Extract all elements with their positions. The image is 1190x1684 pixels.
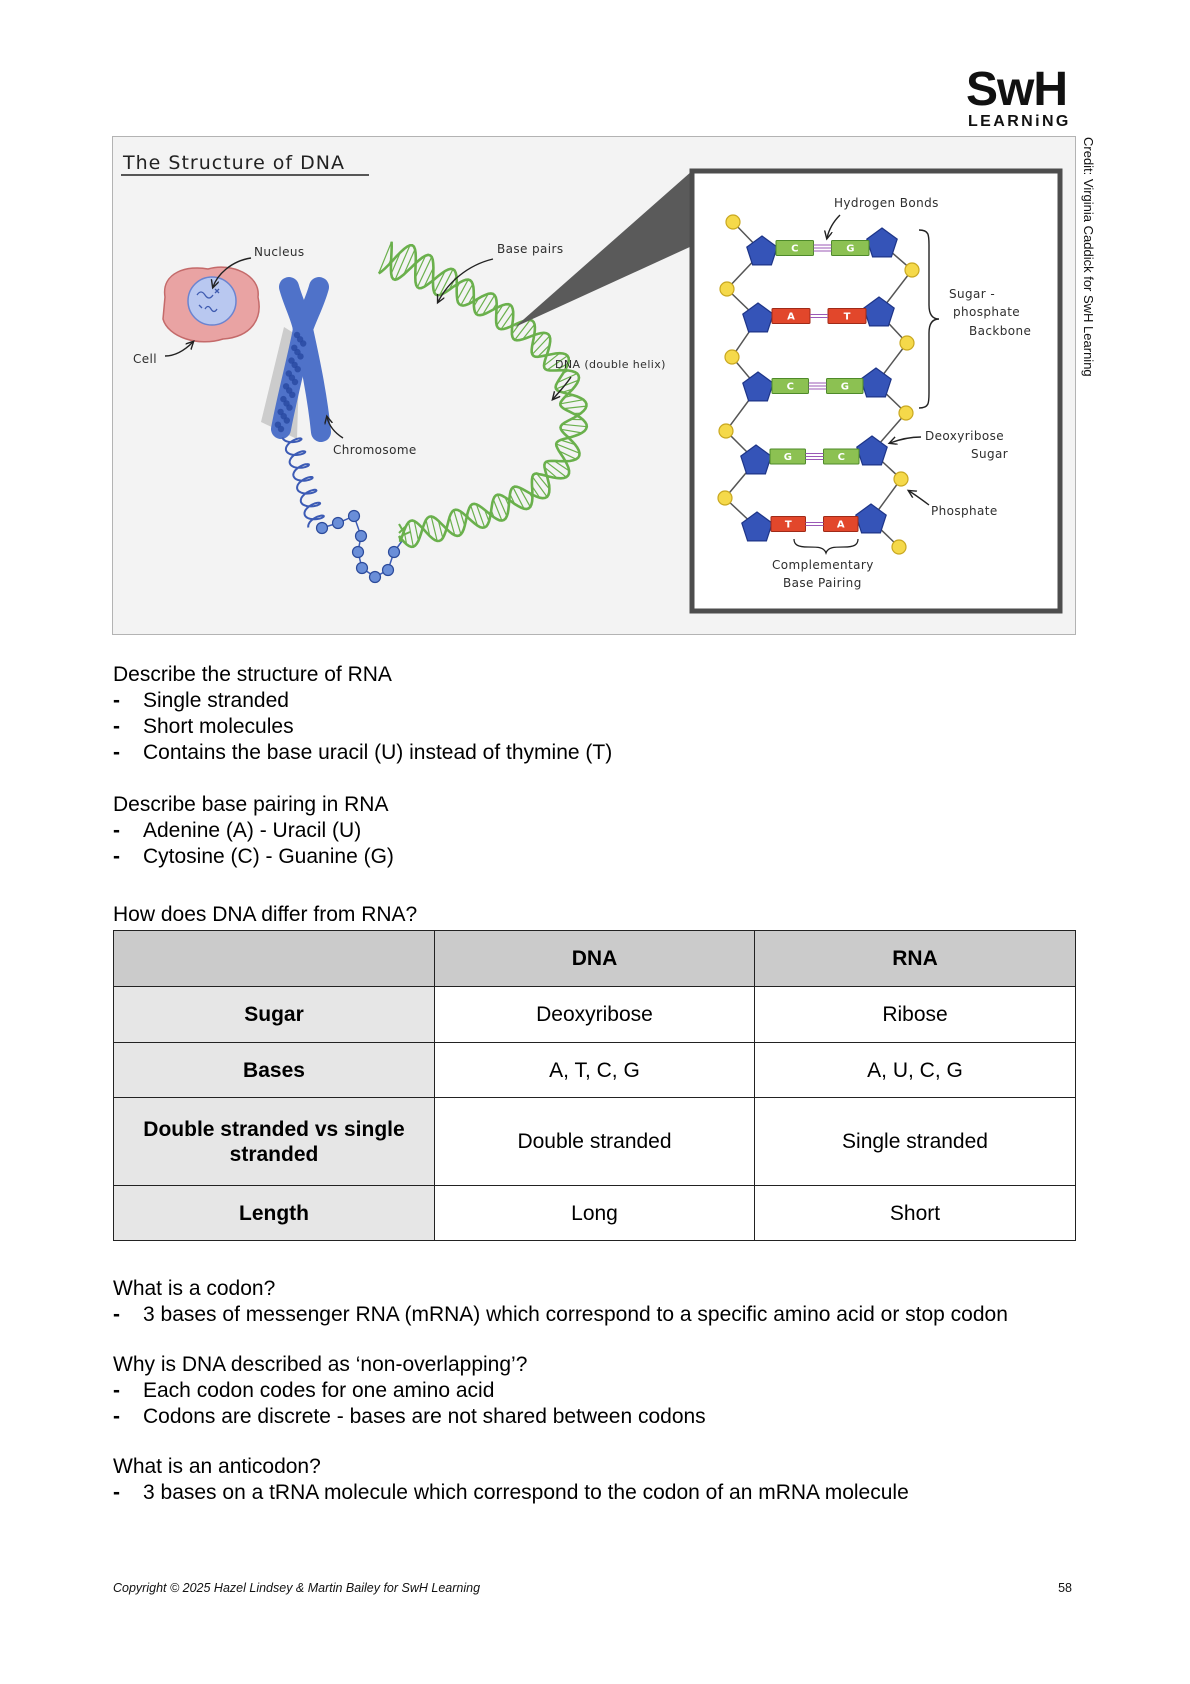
bullet-dash: - bbox=[113, 741, 120, 764]
base-right-letter: C bbox=[837, 452, 845, 464]
nucleosome-bead bbox=[389, 547, 400, 558]
deoxyribose-label-line2: Sugar bbox=[971, 447, 1009, 461]
nucleosome-bead bbox=[383, 565, 394, 576]
helix-rung bbox=[564, 406, 587, 409]
logo-subtitle: LEARNiNG bbox=[968, 113, 1071, 130]
question: What is a codon? bbox=[113, 1277, 276, 1300]
nucleosome-bead bbox=[317, 523, 328, 534]
dna-cell: A, T, C, G bbox=[435, 1043, 755, 1098]
question: Describe base pairing in RNA bbox=[113, 793, 389, 816]
nucleus-shape bbox=[188, 277, 236, 325]
chromatin-coil bbox=[282, 438, 323, 528]
answer-item bbox=[113, 844, 394, 870]
table-row bbox=[114, 987, 1076, 1043]
logo-wordmark: SwH bbox=[966, 63, 1068, 116]
base-pairs-label: Base pairs bbox=[497, 242, 564, 256]
question: How does DNA differ from RNA? bbox=[113, 903, 418, 926]
base-left-letter: A bbox=[787, 311, 795, 323]
chromatin-dot bbox=[286, 404, 292, 410]
phosphate-circle bbox=[900, 336, 914, 350]
nucleosome-bead bbox=[349, 511, 360, 522]
question: What is an anticodon? bbox=[113, 1455, 321, 1478]
base-left-letter: T bbox=[784, 519, 792, 531]
dna-vs-rna-section bbox=[113, 902, 417, 928]
chromosome-label: Chromosome bbox=[333, 443, 417, 457]
answer-item bbox=[113, 714, 612, 740]
figure-title: The Structure of DNA bbox=[123, 152, 345, 174]
table-row bbox=[114, 1186, 1076, 1241]
table-row bbox=[114, 1043, 1076, 1098]
hydrogen-bonds-label: Hydrogen Bonds bbox=[834, 196, 939, 210]
bullet-dash: - bbox=[113, 689, 120, 712]
base-right-letter: G bbox=[846, 243, 855, 255]
phosphate-circle bbox=[905, 263, 919, 277]
image-credit: Credit: Virginia Caddick for SwH Learning bbox=[1081, 137, 1096, 377]
base-left-letter: G bbox=[783, 452, 792, 464]
cell-label: Cell bbox=[133, 352, 158, 366]
bullet-dash: - bbox=[113, 1481, 120, 1504]
table-corner-cell bbox=[114, 931, 435, 987]
bullet-dash: - bbox=[113, 1379, 120, 1402]
base-right-letter: A bbox=[836, 519, 845, 531]
dna-cell: Deoxyribose bbox=[435, 987, 755, 1043]
table-header-row bbox=[114, 931, 1076, 987]
phosphate-circle bbox=[719, 424, 733, 438]
dna-cell: Double stranded bbox=[435, 1098, 755, 1186]
base-right-letter: G bbox=[840, 381, 849, 393]
helix-rung bbox=[562, 424, 587, 426]
row-label: Length bbox=[114, 1186, 435, 1241]
bullet-dash: - bbox=[113, 819, 120, 842]
row-label: Bases bbox=[114, 1043, 435, 1098]
chromatid-right bbox=[303, 287, 321, 432]
bullet-dash: - bbox=[113, 1405, 120, 1428]
chromatin-dot bbox=[278, 426, 284, 432]
chromatin-dot bbox=[289, 392, 295, 398]
table-header-dna: DNA bbox=[435, 931, 755, 987]
answer-text: Cytosine (C) - Guanine (G) bbox=[143, 845, 394, 868]
rna-cell: Single stranded bbox=[755, 1098, 1076, 1186]
rna-cell: Ribose bbox=[755, 987, 1076, 1043]
helix-rung bbox=[409, 522, 414, 547]
backbone-label-line3: Backbone bbox=[969, 324, 1032, 338]
answer-text: Adenine (A) - Uracil (U) bbox=[143, 819, 362, 842]
coiled-dna bbox=[282, 438, 323, 528]
nucleosome-bead bbox=[333, 518, 344, 529]
chromatin-dot bbox=[297, 353, 303, 359]
phosphate-label: Phosphate bbox=[931, 504, 998, 518]
table-header-rna: RNA bbox=[755, 931, 1076, 987]
base-right-letter: T bbox=[843, 311, 851, 323]
chromatin-dot bbox=[295, 366, 301, 372]
copyright-notice: Copyright © 2025 Hazel Lindsey & Martin Bailey for SwH Learning bbox=[113, 1581, 481, 1595]
phosphate-circle bbox=[720, 282, 734, 296]
rna-pairing-section bbox=[113, 792, 394, 870]
answer-text: 3 bases on a tRNA molecule which correspond to the codon of an mRNA molecule bbox=[143, 1481, 909, 1504]
nucleosome-bead bbox=[370, 572, 381, 583]
backbone-label-line1: Sugar - bbox=[949, 287, 996, 301]
helix-rung bbox=[532, 477, 547, 497]
backbone-label-line2: phosphate bbox=[953, 305, 1021, 319]
codon-section bbox=[113, 1276, 1008, 1328]
bullet-dash: - bbox=[113, 845, 120, 868]
answer-item bbox=[113, 1404, 706, 1430]
answer-item bbox=[113, 740, 612, 766]
phosphate-circle bbox=[899, 406, 913, 420]
base-left-letter: C bbox=[786, 381, 794, 393]
complementary-label-line2: Base Pairing bbox=[783, 576, 862, 590]
non-overlapping-section bbox=[113, 1352, 706, 1430]
dna-structure-illustration bbox=[113, 137, 1075, 634]
question: Describe the structure of RNA bbox=[113, 663, 392, 686]
nucleosome-bead bbox=[357, 563, 368, 574]
question: Why is DNA described as ‘non-overlapping’? bbox=[113, 1353, 528, 1376]
answer-text: Single stranded bbox=[143, 689, 289, 712]
page-number: 58 bbox=[1058, 1581, 1072, 1595]
helix-rung bbox=[560, 400, 583, 404]
rna-cell: Short bbox=[755, 1186, 1076, 1241]
dna-cell: Long bbox=[435, 1186, 755, 1241]
cell-arrow bbox=[165, 342, 193, 356]
row-label: Sugar bbox=[114, 987, 435, 1043]
answer-text: Contains the base uracil (U) instead of thymine (T) bbox=[143, 741, 613, 764]
deoxyribose-label-line1: Deoxyribose bbox=[925, 429, 1005, 443]
bullet-dash: - bbox=[113, 715, 120, 738]
answer-text: Short molecules bbox=[143, 715, 294, 738]
helix-rung bbox=[454, 510, 461, 534]
phosphate-circle bbox=[892, 540, 906, 554]
dna-helix-label: DNA (double helix) bbox=[555, 358, 666, 371]
rna-cell: A, U, C, G bbox=[755, 1043, 1076, 1098]
chromatin-dot bbox=[284, 417, 290, 423]
nucleosome-beads bbox=[317, 511, 400, 583]
nucleus-label: Nucleus bbox=[254, 245, 305, 259]
phosphate-circle bbox=[725, 350, 739, 364]
answer-item bbox=[113, 1302, 1008, 1328]
dna-structure-figure bbox=[113, 137, 1075, 634]
complementary-label-line1: Complementary bbox=[772, 558, 874, 572]
answer-text: 3 bases of messenger RNA (mRNA) which correspond to a specific amino acid or stop codon bbox=[143, 1303, 1008, 1326]
answer-item bbox=[113, 1378, 706, 1404]
row-label: Double stranded vs single stranded bbox=[114, 1098, 435, 1186]
nucleosome-bead bbox=[356, 531, 367, 542]
phosphate-circle bbox=[894, 472, 908, 486]
phosphate-circle bbox=[718, 491, 732, 505]
answer-text: Each codon codes for one amino acid bbox=[143, 1379, 495, 1402]
dna-rna-comparison-table bbox=[113, 930, 1076, 1241]
rna-structure-section bbox=[113, 662, 612, 766]
answer-text: Codons are discrete - bases are not shared between codons bbox=[143, 1405, 706, 1428]
helix-rung bbox=[546, 462, 566, 477]
answer-item bbox=[113, 688, 612, 714]
nucleosome-bead bbox=[353, 547, 364, 558]
answer-item bbox=[113, 818, 394, 844]
chromatin-dot bbox=[300, 340, 306, 346]
base-left-letter: C bbox=[791, 243, 799, 255]
chromatin-dot bbox=[292, 379, 298, 385]
bullet-dash: - bbox=[113, 1303, 120, 1326]
dna-double-helix bbox=[379, 242, 587, 547]
anticodon-section bbox=[113, 1454, 909, 1506]
table-row bbox=[114, 1098, 1076, 1186]
phosphate-circle bbox=[726, 215, 740, 229]
answer-item bbox=[113, 1480, 909, 1506]
